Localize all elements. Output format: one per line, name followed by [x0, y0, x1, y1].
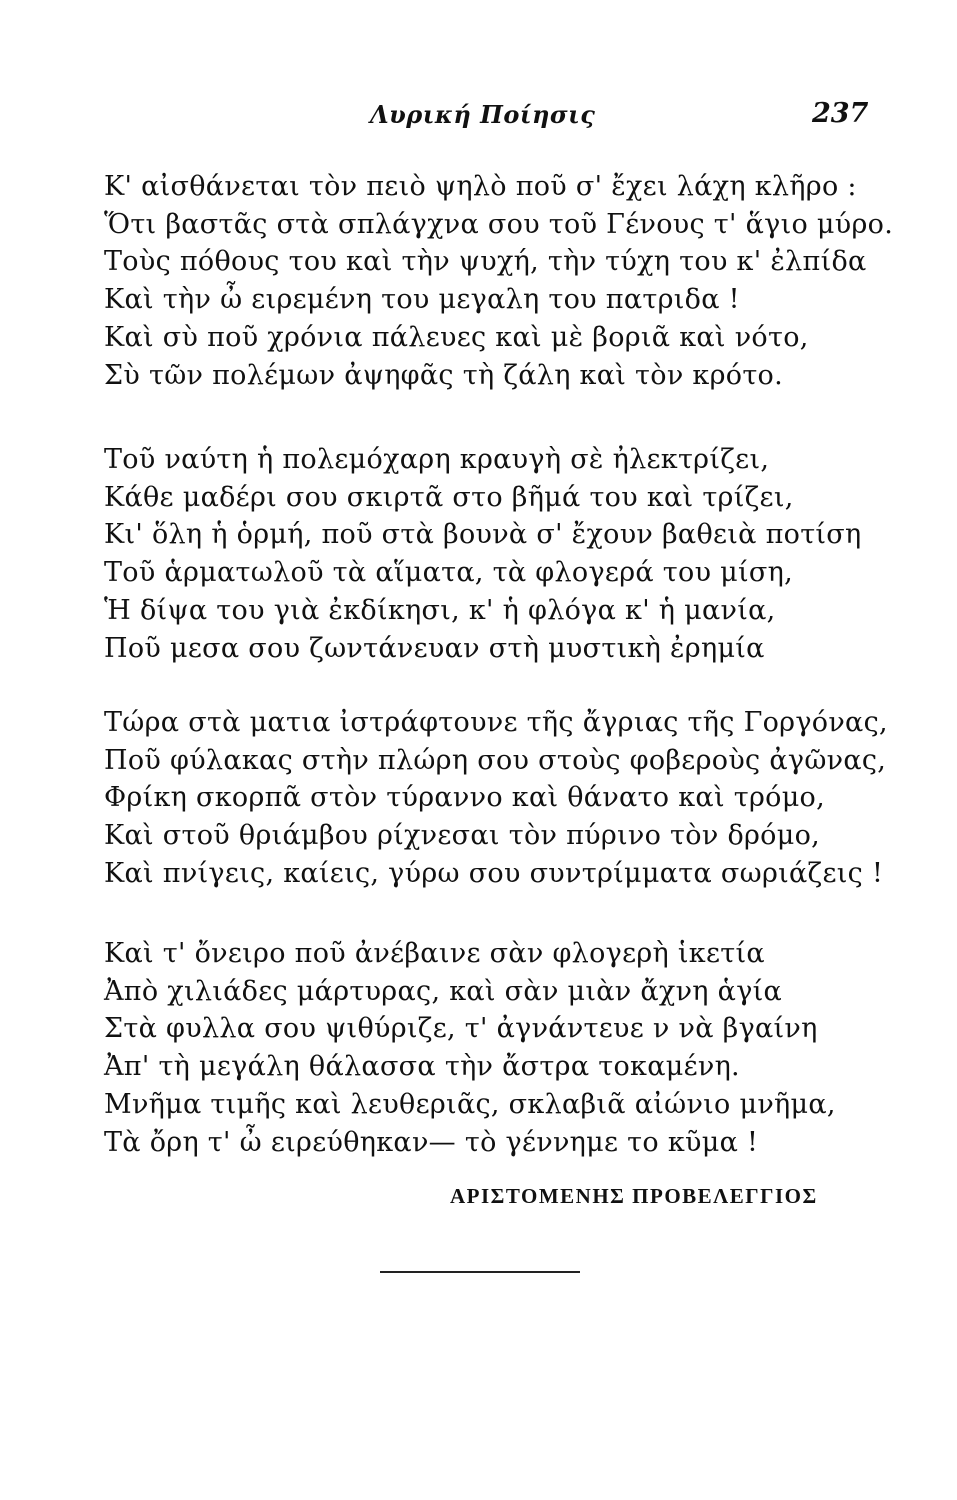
verse-line: Σὺ τῶν πολέμων ἀψηφᾶς τὴ ζάλη καὶ τὸν κρότο. [104, 359, 783, 391]
verse-line: Τοῦ ναύτη ἡ πολεμόχαρη κραυγὴ σὲ ἠλεκτρίζει, [104, 444, 770, 475]
verse-line: Καὶ τ' ὄνειρο ποῦ ἀνέβαινε σὰν φλογερὴ ἱκετία [104, 938, 765, 969]
verse-line: Ποῦ μεσα σου ζωντάνευαν στὴ μυστικὴ ἐρημία [104, 632, 765, 664]
verse-line: Ἀπὸ χιλιάδες μάρτυρας, καὶ σὰν μιὰν ἄχνη ἁγία [104, 975, 783, 1007]
running-head [0, 100, 957, 140]
verse-line: Στὰ φυλλα σου ψιθύριζε, τ' ἀγνάντευε ν νὰ βγαίνη [104, 1013, 818, 1045]
verse-line: Καὶ στοῦ θριάμβου ρίχνεσαι τὸν πύρινο τὸν δρόμο, [104, 820, 821, 852]
verse-line: Φρίκη σκορπᾶ στὸν τύραννο καὶ θάνατο καὶ τρόμο, [104, 782, 825, 814]
verse-line: Ἀπ' τὴ μεγάλη θάλασσα τὴν ἄστρα τοκαμένη. [104, 1051, 740, 1083]
verse-line: Μνῆμα τιμῆς καὶ λευθεριᾶς, σκλαβιᾶ αἰώνιο μνῆμα, [104, 1088, 836, 1120]
verse-line: Ὅτι βαστᾶς στὰ σπλάγχνα σου τοῦ Γένους τ' ἅγιο μύρο. [104, 208, 894, 240]
verse-line: Τὰ ὄρη τ' ὦ ειρεύθηκαν— τὸ γέννημε το κῦμα ! [104, 1126, 759, 1158]
verse-line: Ἡ δίψα του γιὰ ἐκδίκησι, κ' ἡ φλόγα κ' ἡ μανία, [104, 594, 776, 626]
stanza-1 [104, 168, 894, 394]
verse-line: Κ' αἰσθάνεται τὸν πειὸ ψηλὸ ποῦ σ' ἔχει λάχη κλῆρο : [104, 171, 857, 202]
verse-line: Κι' ὅλη ἡ ὁρμή, ποῦ στὰ βουνὰ σ' ἔχουν βαθειὰ ποτίση [104, 519, 862, 551]
running-head-title: Λυρική Ποίησις [370, 100, 596, 129]
verse-line: Ποῦ φύλακας στὴν πλώρη σου στοὺς φοβεροὺς ἀγῶνας, [104, 744, 887, 776]
verse-line: Καὶ τὴν ὦ ειρεμένη του μεγαλη του πατριδα ! [104, 284, 740, 316]
page-number: 237 [812, 98, 869, 129]
stanza-2 [104, 441, 862, 667]
verse-line: Κάθε μαδέρι σου σκιρτᾶ στο βῆμά του καὶ τρίζει, [104, 481, 794, 513]
author-signature: ΑΡΙΣΤΟΜΕΝΗΣ ΠΡΟΒΕΛΕΓΓΙΟΣ [450, 1184, 818, 1208]
section-rule [380, 1271, 580, 1273]
stanza-3 [104, 704, 888, 893]
verse-line: Καὶ σὺ ποῦ χρόνια πάλευες καὶ μὲ βοριᾶ καὶ νότο, [104, 321, 809, 353]
verse-line: Καὶ πνίγεις, καίεις, γύρω σου συντρίμματα σωριάζεις ! [104, 857, 884, 889]
verse-line: Τοῦ ἁρματωλοῦ τὰ αἵματα, τὰ φλογερά του μίση, [104, 557, 794, 589]
stanza-4 [104, 935, 836, 1161]
verse-line: Τοὺς πόθους του καὶ τὴν ψυχή, τὴν τύχη του κ' ἐλπίδα [104, 246, 867, 278]
verse-line: Τώρα στὰ ματια ἰστράφτουνε τῆς ἄγριας τῆς Γοργόνας, [104, 707, 888, 738]
